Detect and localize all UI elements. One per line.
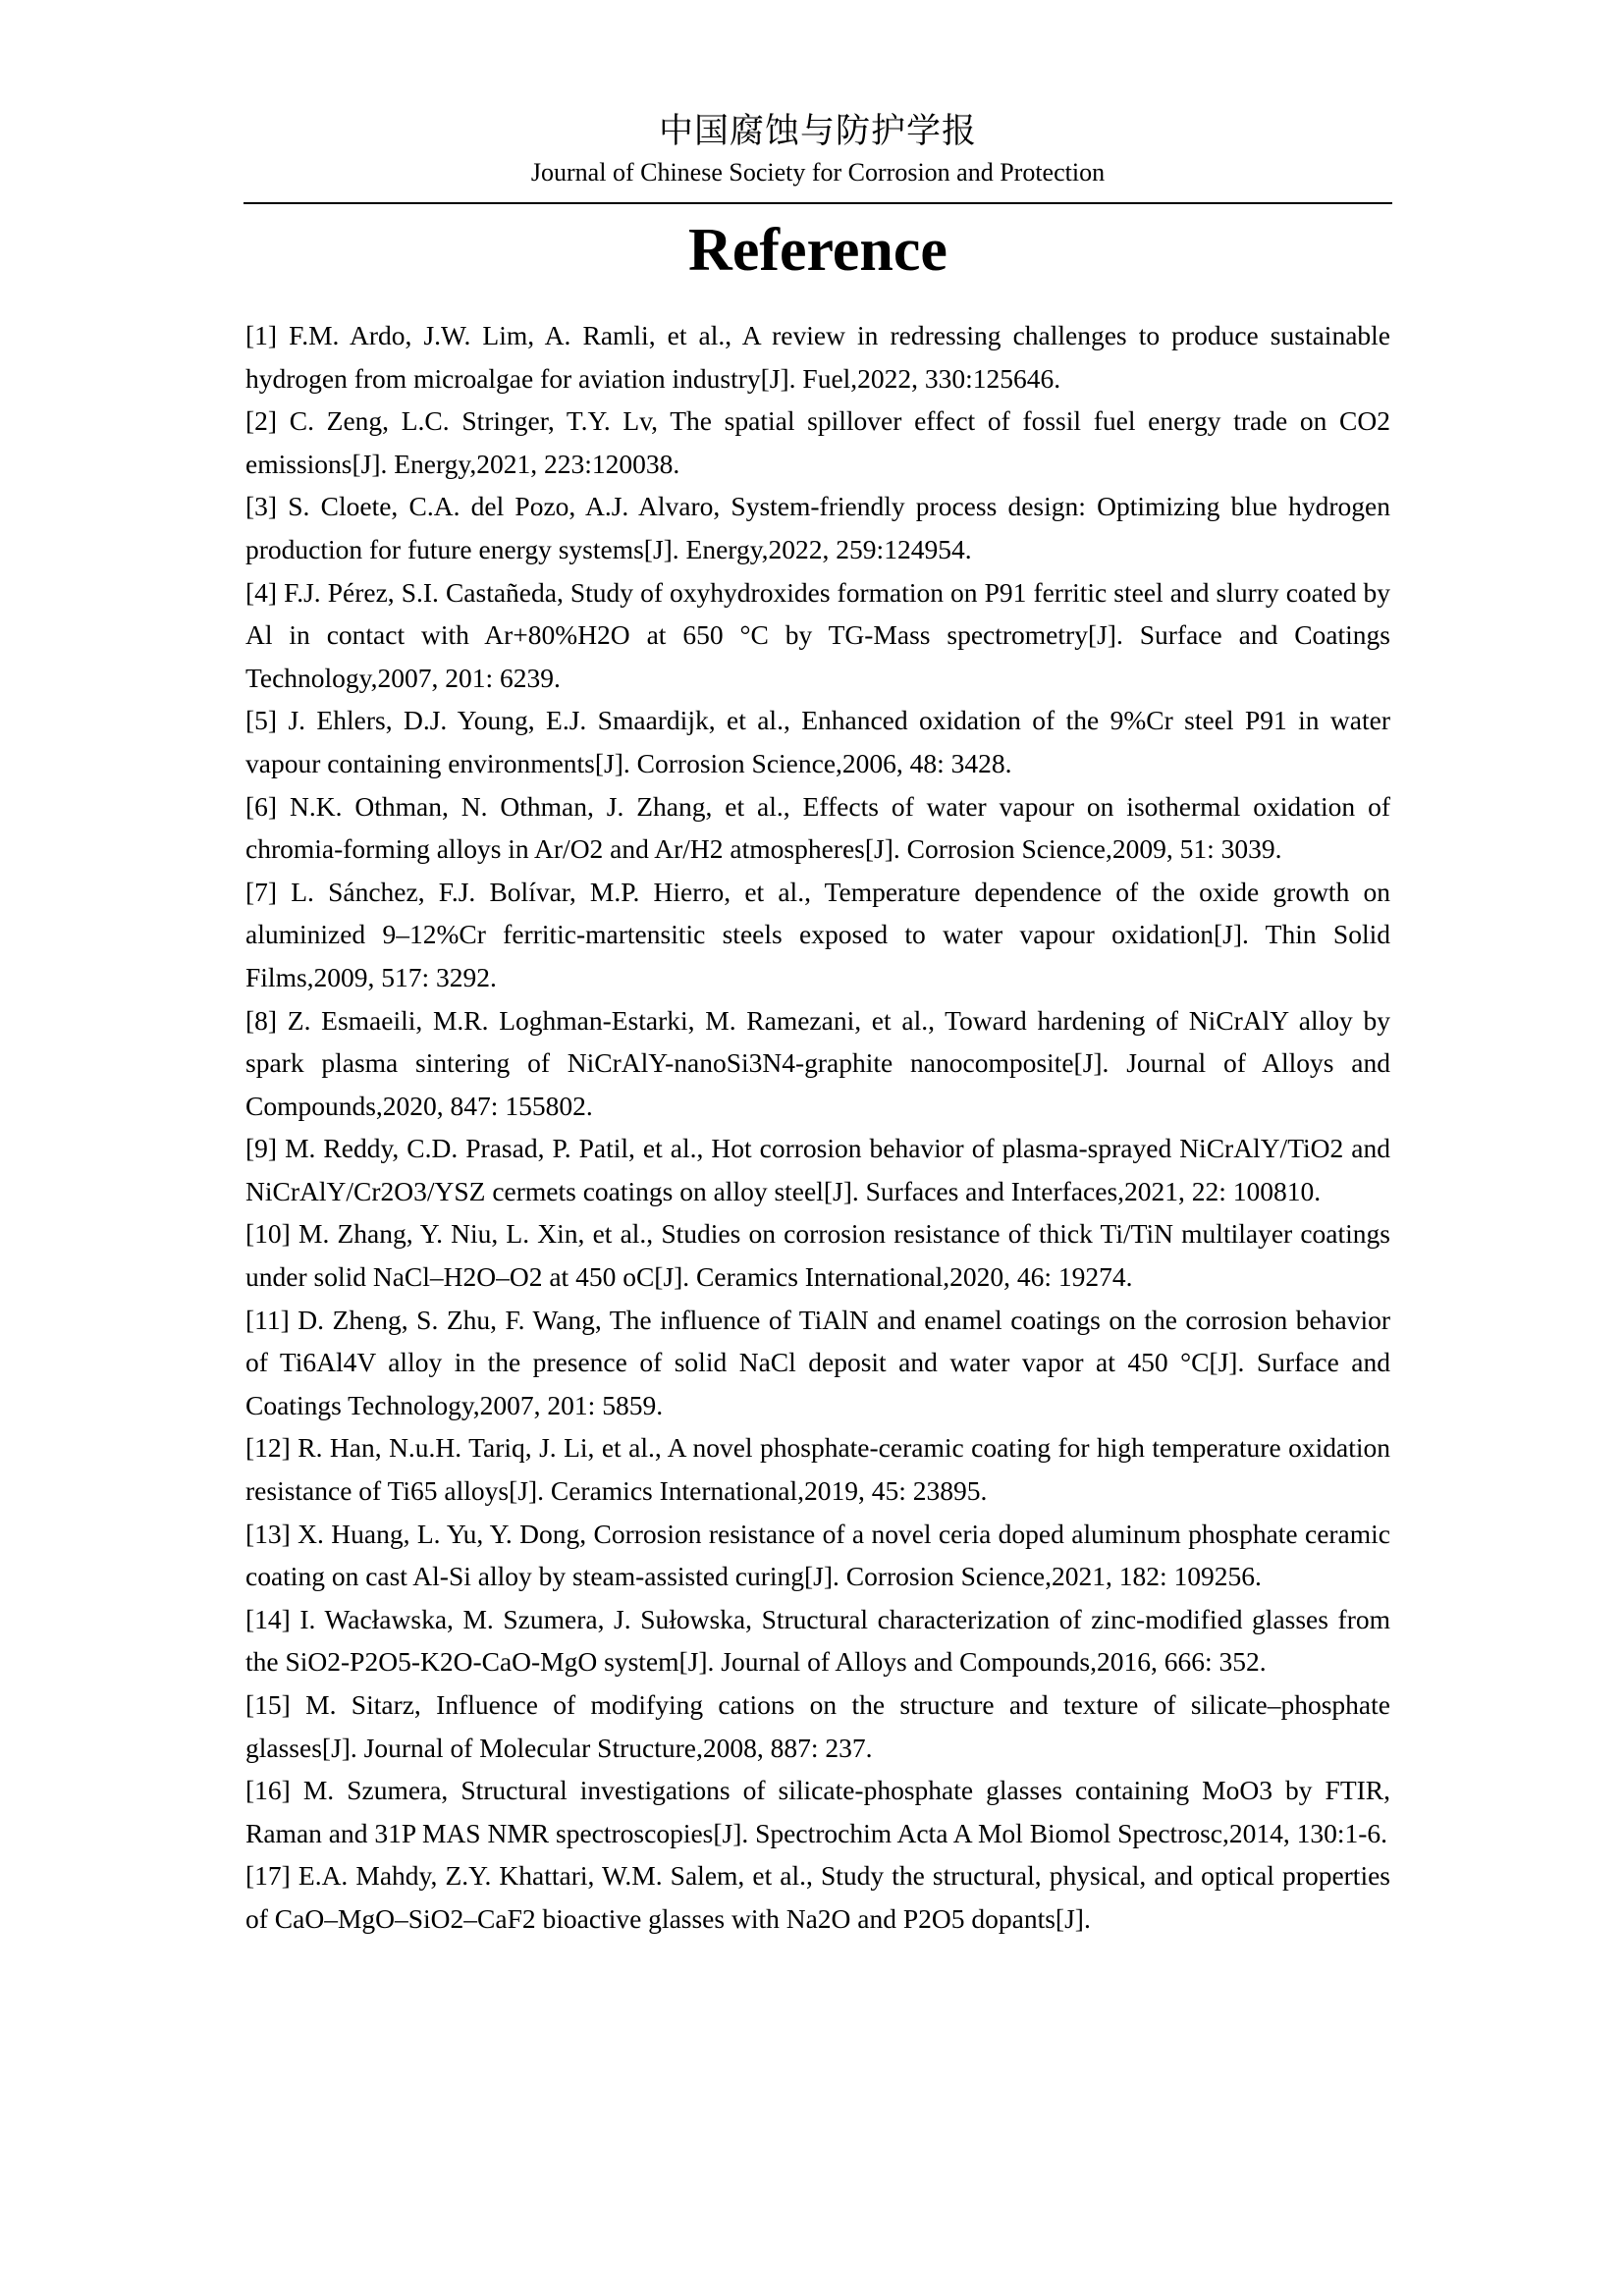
reference-item: [15] M. Sitarz, Influence of modifying cations on the structure and texture of silicate–phosphate glasses[J]. Journal of Molecular Structure,2008, 887: 237. — [245, 1689, 1390, 1763]
reference-item: [6] N.K. Othman, N. Othman, J. Zhang, et al., Effects of water vapour on isothermal oxidation of chromia-forming alloys in Ar/O2 and Ar/H2 atmospheres[J]. Corrosion Science,2009, 51: 3039. — [245, 790, 1390, 865]
reference-list — [245, 314, 1390, 1941]
reference-item: [1] F.M. Ardo, J.W. Lim, A. Ramli, et al., A review in redressing challenges to produce sustainable hydrogen from microalgae for aviation industry[J]. Fuel,2022, 330:125646. — [245, 320, 1390, 394]
reference-item: [7] L. Sánchez, F.J. Bolívar, M.P. Hierro, et al., Temperature dependence of the oxide growth on aluminized 9–12%Cr ferritic-martensitic steels exposed to water vapour oxidation[J]. Thin Solid Films,2009, 517: 3292. — [245, 876, 1390, 992]
reference-item: [4] F.J. Pérez, S.I. Castañeda, Study of oxyhydroxides formation on P91 ferritic steel and slurry coated by Al in contact with Ar+80%H2O at 650 °C by TG-Mass spectrometry[J]. Surface and Coatings Technology,2007, 201: 6239. — [245, 576, 1390, 693]
reference-item: [17] E.A. Mahdy, Z.Y. Khattari, W.M. Salem, et al., Study the structural, physical, and optical properties of CaO–MgO–SiO2–CaF2 bioactive glasses with Na2O and P2O5 dopants[J]. — [245, 1860, 1390, 1934]
reference-item: [2] C. Zeng, L.C. Stringer, T.Y. Lv, The spatial spillover effect of fossil fuel energy trade on CO2 emissions[J]. Energy,2021, 223:120038. — [245, 405, 1390, 479]
reference-item: [8] Z. Esmaeili, M.R. Loghman-Estarki, M. Ramezani, et al., Toward hardening of NiCrAlY alloy by spark plasma sintering of NiCrAlY-nanoSi3N4-graphite nanocomposite[J]. Journal of Alloys and Compounds,2020, 847: 155802. — [245, 1004, 1390, 1121]
reference-item: [16] M. Szumera, Structural investigations of silicate-phosphate glasses containing MoO3 by FTIR, Raman and 31P MAS NMR spectroscopies[J]. Spectrochim Acta A Mol Biomol Spectrosc,2014, 130:1-6. — [245, 1775, 1390, 1848]
header-divider — [244, 202, 1392, 204]
section-title: Reference — [688, 217, 947, 284]
reference-item: [3] S. Cloete, C.A. del Pozo, A.J. Alvaro, System-friendly process design: Optimizing blue hydrogen production for future energy systems[J]. Energy,2022, 259:124954. — [245, 491, 1390, 564]
reference-item: [14] I. Wacławska, M. Szumera, J. Sułowska, Structural characterization of zinc-modified glasses from the SiO2-P2O5-K2O-CaO-MgO system[J]. Journal of Alloys and Compounds,2016, 666: 352. — [245, 1603, 1390, 1678]
journal-title-english: Journal of Chinese Society for Corrosion and Protection — [530, 158, 1106, 187]
reference-item: [12] R. Han, N.u.H. Tariq, J. Li, et al., A novel phosphate-ceramic coating for high temperature oxidation resistance of Ti65 alloys[J]. Ceramics International,2019, 45: 23895. — [245, 1432, 1390, 1507]
journal-title-chinese: 中国腐蚀与防护学报 — [658, 112, 977, 151]
reference-item: [9] M. Reddy, C.D. Prasad, P. Patil, et al., Hot corrosion behavior of plasma-sprayed NiCrAlY/TiO2 and NiCrAlY/Cr2O3/YSZ cermets coatings on alloy steel[J]. Surfaces and Interfaces,2021, 22: 100810. — [245, 1133, 1390, 1206]
reference-item: [11] D. Zheng, S. Zhu, F. Wang, The influence of TiAlN and enamel coatings on the corrosion behavior of Ti6Al4V alloy in the presence of solid NaCl deposit and water vapor at 450 °C[J]. Surface and Coatings Technology,2007, 201: 5859. — [245, 1304, 1390, 1420]
reference-item: [10] M. Zhang, Y. Niu, L. Xin, et al., Studies on corrosion resistance of thick Ti/TiN multilayer coatings under solid NaCl–H2O–O2 at 450 oC[J]. Ceramics International,2020, 46: 19274. — [245, 1218, 1390, 1293]
reference-item: [13] X. Huang, L. Yu, Y. Dong, Corrosion resistance of a novel ceria doped aluminum phosphate ceramic coating on cast Al-Si alloy by steam-assisted curing[J]. Corrosion Science,2021, 182: 109256. — [245, 1518, 1390, 1592]
reference-item: [5] J. Ehlers, D.J. Young, E.J. Smaardijk, et al., Enhanced oxidation of the 9%Cr steel P91 in water vapour containing environments[J]. Corrosion Science,2006, 48: 3428. — [245, 705, 1390, 778]
journal-header — [244, 110, 1392, 188]
